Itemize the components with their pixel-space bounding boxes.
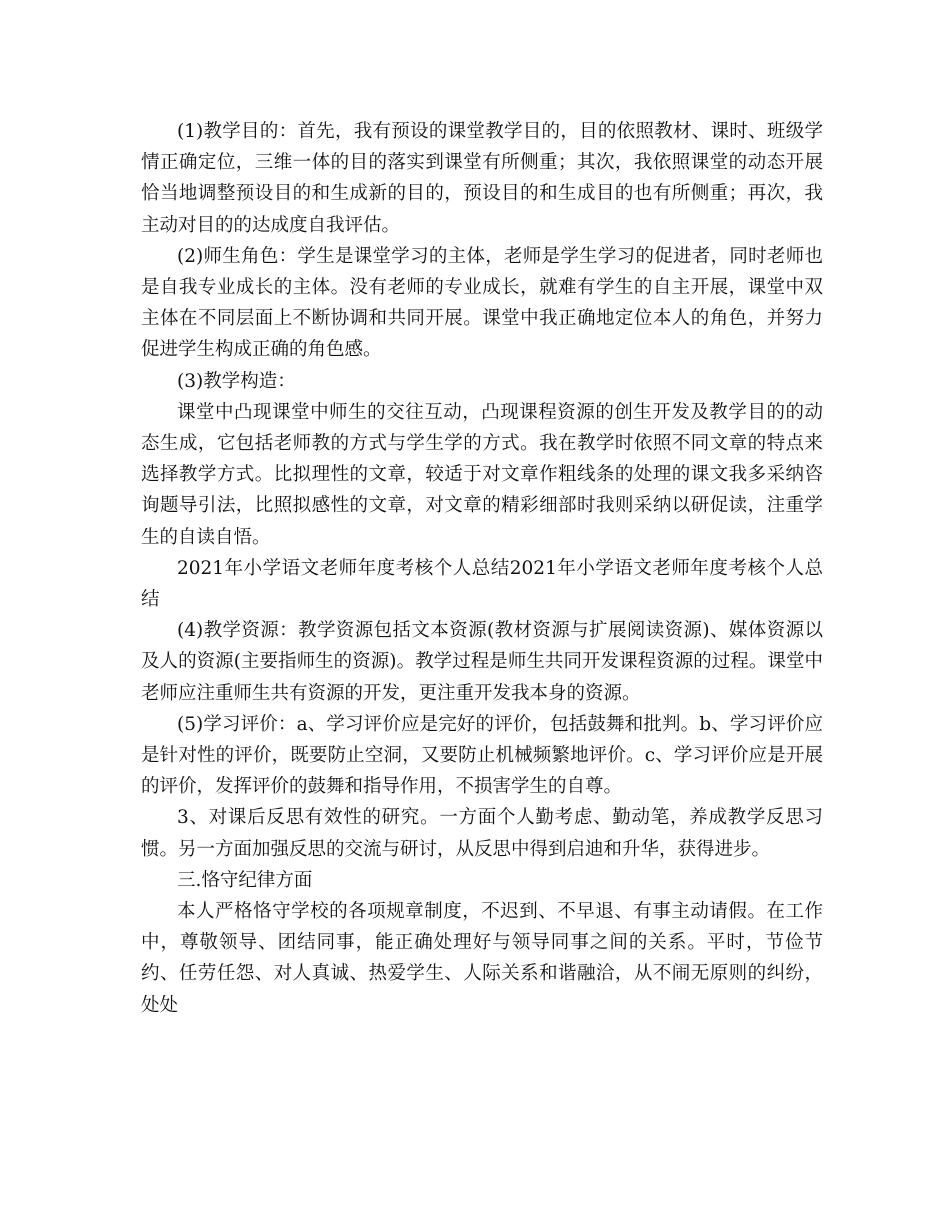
paragraph-teaching-resources: (4)教学资源：教学资源包括文本资源(教材资源与扩展阅读资源)、媒体资源以及人的资源(主要指师生的资源)。教学过程是师生共同开发课程资源的过程。课堂中老师应注重师生共有资源的开发，更注重开发我本身的资源。: [141, 620, 823, 704]
paragraph-learning-evaluation: (5)学习评价：a、学习评价应是完好的评价，包括鼓舞和批判。b、学习评价应是针对性的评价，既要防止空洞，又要防止机械频繁地评价。c、学习评价应是开展的评价，发挥评价的鼓舞和指导作用，不损害学生的自尊。: [141, 713, 823, 798]
paragraph-teacher-student-roles: (2)师生角色：学生是课堂学习的主体，老师是学生学习的促进者，同时老师也是自我专业成长的主体。没有老师的专业成长，就难有学生的自主开展，课堂中双主体在不同层面上不断协调和共同开展。课堂中我正确地定位本人的角色，并努力促进学生构成正确的角色感。: [141, 245, 823, 361]
paragraph-reflection-research: 3、对课后反思有效性的研究。一方面个人勤考虑、勤动笔，养成教学反思习惯。另一方面加强反思的交流与研讨，从反思中得到启迪和升华，获得进步。: [141, 807, 823, 860]
paragraph-teaching-structure: 课堂中凸现课堂中师生的交往互动，凸现课程资源的创生开发及教学目的的动态生成，它包括老师教的方式与学生学的方式。我在教学时依照不同文章的特点来选择教学方式。比拟理性的文章，较适于对文章作粗线条的处理的课文我多采纳咨询题导引法，比照拟感性的文章，对文章的精彩细部时我则采纳以研促读，注重学生的自读自悟。: [141, 401, 823, 548]
section-heading-discipline: 三.恪守纪律方面: [177, 869, 313, 891]
document-page: [141, 116, 823, 1021]
paragraph-title-repeat: 2021年小学语文老师年度考核个人总结2021年小学语文老师年度考核个人总结: [141, 557, 823, 611]
paragraph-teaching-goals: (1)教学目的：首先，我有预设的课堂教学目的，目的依照教材、课时、班级学情正确定位，三维一体的目的落实到课堂有所侧重；其次，我依照课堂的动态开展恰当地调整预设目的和生成新的目的，预设目的和生成目的也有所侧重；再次，我主动对目的的达成度自我评估。: [141, 121, 823, 236]
paragraph-discipline: 本人严格恪守学校的各项规章制度，不迟到、不早退、有事主动请假。在工作中，尊敬领导、团结同事，能正确处理好与领导同事之间的关系。平时，节俭节约、任劳任怨、对人真诚、热爱学生、人际关系和谐融洽，从不闹无原则的纠纷，处处: [141, 901, 823, 1016]
paragraph-teaching-structure-heading: (3)教学构造：: [177, 370, 296, 392]
